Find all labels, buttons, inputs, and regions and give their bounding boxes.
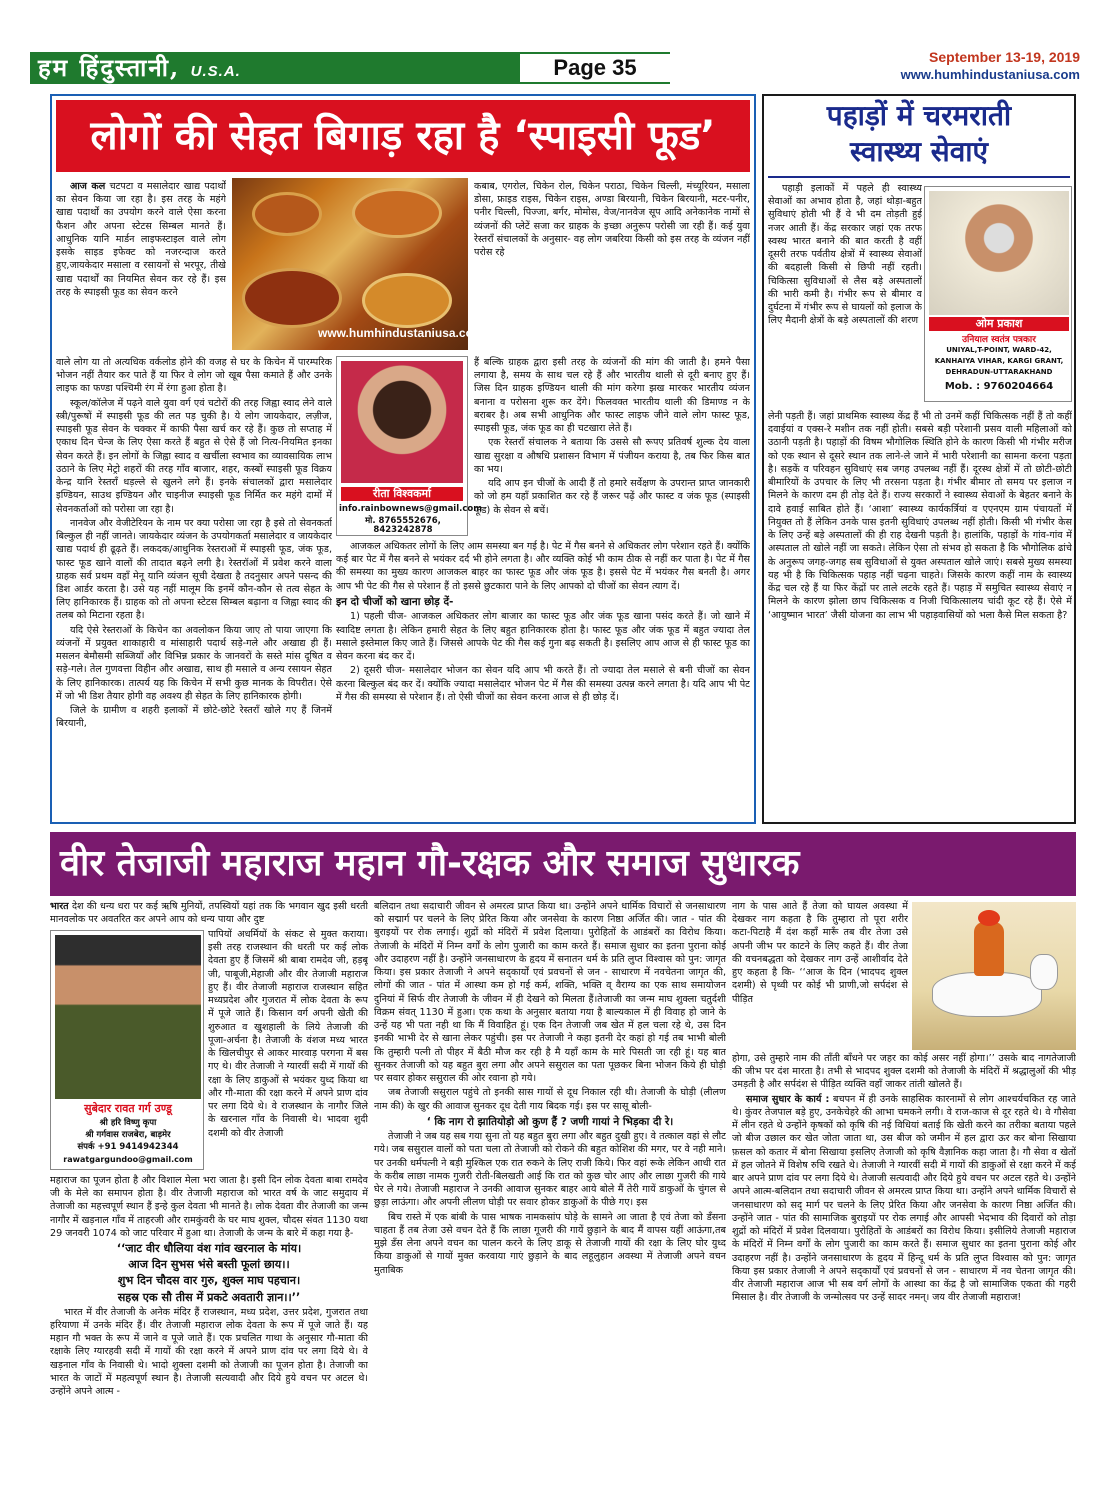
subheading-two-things: इन दो चीजों को खाना छोड़ दें-: [336, 595, 454, 608]
author-address1-om: UNIYAL,T-POINT, WARD-42,: [946, 346, 1052, 354]
quote-mother-in-law: ‘ कि नाग रो झातियोड़ो ओ कुण हैं ? जणी गायां ने भिड़का दी रे।: [426, 1115, 674, 1128]
horse-head: [1030, 954, 1058, 990]
author-mobile-om: Mob. : 9760204664: [944, 381, 1054, 392]
author-photo-om: [929, 191, 1069, 315]
article1-col1-bottom: वाले लोग या तो अत्यधिक वर्कलोड होने की वजह से घर के किचेन में पारम्परिक भोजन नहीं तैयार कर पाते हैं या फिर वे लोग जो खूब पैसा कमाते हैं और उनके लाइफ का फण्डा पश्चिमी रंग में रंगा हुआ होता है। स्कूल/कॉलेज में पढ़ने वाले युवा वर्ग एवं चटोरों की तरह जिह्वा स्वाद लेने वाले स्त्री/पुरूषों में स्पाइसी फूड की लत पड़ चुकी है। ये लोग जायकेदार, लज़ीज, स्पाइसी फूड सेवन के चक्कर में काफी पैसा खर्च कर रहे हैं। कुछ तो सप्ताह में एकाध दिन चेन्ज के लिए ऐसा करते हैं बहुत से ऐसे हैं जो नित्य-नियमित इनका सेवन करते हैं। इन लोगों के जिह्वा स्वाद व खर्चीला स्वभाव का व्यावसायिक लाभ उठाने के लिए मेट्रो शहरों की तरह गाँव बाजार, शहर, कस्बों स्पाइसी फूड विक्रय केन्द्र यानि रेस्तरॉं धड़ल्ले से खुलने लगे हैं। इनके संचालकों द्वारा मसालेदार इण्डियन, साउथ इण्डियन और चाइनीज स्पाइसी फूड निर्मित कर महंगे दामों में सेवनकर्ताओं को परोसा जा रहा है। नानवेज और वेजीटेरियन के नाम पर क्या परोसा जा रहा है इसे तो सेवनकर्ता बिल्कुल ही नहीं जानते। जायकेदार व्यंजन के उपयोगकर्ता मसालेदार व जायकेदार खाद्य पदार्थ ही ढूढ़ते हैं। लकदक/आधुनिक रेस्तराओं में स्पाइसी फूड, जंक फूड, फास्ट फूड खाने वालों की तादात बढ़ने लगी है। रेस्तरॉओं में प्रवेश करने वाला ग्राहक सर्व प्रथम वहाँ मेनू यानि व्यंजन सूची देखता है तदनुसार अपने पसन्द की डिश आर्डर करता है। उसे यह नहीं मालूम कि इनमें कौन-कौन से तत्व सेहत के लिए हानिकारक हैं। ग्राहक को तो अपना स्टेटस सिम्बल बढ़ाना व जिह्वा स्वाद की तलब को मिटाना रहता है। यदि ऐसे रेस्तराओं के किचेन का अवलोकन किया जाए तो पाया जाएगा कि व्यंजनों में प्रयुक्त शाकाहारी व मांसाहारी पदार्थ सड़े-गले और अखाद्य ही हैं। मसलन बेमौसमी सब्जियाँ और विभिन्न प्रकार के जानवरों के सस्ते मांस दूषित व सड़े-गले। तेल गुणवत्ता विहीन और अखाद्य, साथ ही मसाले व अन्य रसायन सेहत के लिए हानिकारक। तात्पर्य यह कि किचेन में सभी कुछ मानक के विपरीत। ऐसे में जो भी डिश तैयार होगी वह अवश्य ही सेहत के लिए हानिकारक होगी। जिले के ग्रामीण व शहरी इलाकों में छोटे-छोटे रेस्तरॉं खोले गए हैं जिनमें बिरयानी,: [56, 357, 332, 730]
masthead: [30, 49, 1080, 92]
author-line1-rawat: श्री हरि विष्णु कृपा: [99, 1118, 157, 1128]
article3-col1-side: पापियों अधर्मियों के संकट से मुक्त कराया। इसी तरह राजस्थान की धरती पर कई लोक देवता हुए हैं जिसमें श्री बाबा रामदेव जी, हड़बू जी, पाबूजी,मेहाजी और वीर तेजाजी महाराज हुए हैं। वीर तेजाजी महाराज राजस्थान सहित मध्यप्रदेश और गुजरात में लोक देवता के रूप में पूजे जाते हैं। किसान वर्ग अपनी खेती की शुरुआत व खुशहाली के लिये तेजाजी की पूजा-अर्चना है। तेजाजी के वंशज मध्य भारत के खिलचीपुर से आकर मारवाड़ परगना में बस गए थे। वीर तेजाजी ने ग्यारवीं सदी में गायों की रक्षा के लिए डाकुओं से भयंकर युध्द किया था और गौ-माता की रक्षा करने में अपने प्राण दांव पर लगा दिये थे। वे राजस्थान के नागौर जिले के खरनाल गाँव के निवासी थे। भादवा शुदी दशमी को वीर तेजाजी: [208, 929, 368, 1139]
food-bowl-2: [352, 188, 442, 238]
author-box-rita: [336, 356, 483, 536]
author-address3-om: DEHRADUN-UTTARAKHAND: [945, 368, 1053, 376]
author-contact-rawat: संपर्क +91 9414942344: [77, 1142, 179, 1152]
author-line2-rawat: श्री गर्गवास राजबेरा, बाड़मेर: [85, 1130, 171, 1140]
author-name-rawat: सुबेदार रावत गर्ग उण्डू: [84, 1102, 172, 1115]
rider-turban: [978, 910, 1000, 926]
masthead-title: हम हिंदुस्तानी, U.S.A.: [38, 53, 241, 82]
doha-line-4: सहस्र एक सौ तीस में प्रकटे अवतारी ज्ञान।।’’: [117, 1290, 301, 1304]
author-box-rawat: [50, 930, 204, 1170]
article1-col2-top: कबाब, एगरोल, चिकेन रोल, चिकेन पराठा, चिकेन चिल्ली, मंच्यूरियन, मसाला डोसा, फ्राइड राइस, चिकेन राइस, अण्डा बिरयानी, चिकेन बिरयानी, मटर-पनीर, पनीर चिल्ली, पिज्जा, बर्गर, मोमोस, वेज/नानवेज सूप आदि अनेकानेक नामों से व्यंजनों की प्लेटें सजा कर ग्राहक के इच्छा अनुरूप परोसी जा रही हैं। कई युवा रेस्तरॉं संचालकों के अनुसार- वह लोग जबरिया किसी को इस तरह के व्यंजन नहीं परोस रहे: [474, 181, 750, 259]
headline-mountain-health: पहाड़ों में चरमराती स्वास्थ्य सेवाएं: [826, 99, 1012, 168]
headline-underline: [768, 176, 1070, 178]
doha-line-3: शुभ दिन चौदस वार गुरु, शुक्ल माघ पहचान।: [117, 1274, 301, 1288]
article1-col1-top: आज कल चटपटा व मसालेदार खाद्य पदार्थों का सेवन किया जा रहा है। इस तरह के महंगे खाद्य पदार्थों का उपयोग करने वाले ऐसा करना फैशन और अपना स्टेटस सिम्बल मानते हैं।आधुनिक यानि मार्डन लाइफस्टाइल वाले लोग इसके साइड इफेक्ट को नजरन्दाज करते हुए,जायकेदार मसाला व रसायनों से भरपूर, तीखे खाद्य पदार्थों का नियमित सेवन कर रहे हैं। इस तरह के स्पाइसी फूड का सेवन करने: [56, 181, 226, 298]
page-number: Page 35: [520, 54, 670, 82]
author-name-om: ओम प्रकाश: [929, 317, 1069, 331]
food-bowl-1: [252, 192, 322, 236]
author-photo-rawat: [55, 935, 201, 1099]
author-email-rawat: rawatgargundoo@gmail.com: [63, 1155, 193, 1164]
author-address2-om: KANHAIYA VIHAR, KARGI GRANT,: [934, 357, 1064, 365]
website: www.humhindustaniusa.com: [900, 67, 1080, 82]
headline-tejaji: वीर तेजाजी महाराज महान गौ-रक्षक और समाज सुधारक: [50, 832, 1076, 896]
article1-col2-mid: हैं बल्कि ग्राहक द्वारा इसी तरह के व्यंजनों की मांग की जाती है। हमने पैसा लगाया है, समय के साथ चल रहे हैं और भारतीय थाली से दूरी बनाए हुए हैं। जिस दिन ग्राहक इण्डियन थाली की मांग करेगा झख मारकर भारतीय व्यंजन बनाना व परोसना शुरू कर देंगे। फिलवक्त भारतीय थाली की डिमाण्ड न के बराबर है। अब सभी आधुनिक और फास्ट लाइफ जीने वाले लोग फास्ट फूड, स्पाइसी फूड, जंक फूड का ही चटखारा लेते हैं। एक रेस्तराँ संचालक ने बताया कि उससे सौ रूपए प्रतिवर्ष शुल्क देय वाला खाद्य सुरक्षा व औषधि प्रशासन विभाग में पंजीयन कराया है, तब फिर किस बात का भय। यदि आप इन चीजों के आदी हैं तो हमारे सर्वेक्षण के उपरान्त प्राप्त जानकारी को जो हम यहाँ प्रकाशित कर रहे हैं जरूर पढ़ें और फास्ट व जंक फूड (स्पाइसी फूड) के सेवन से बचें।: [474, 357, 750, 516]
headline-spicy-food: लोगों की सेहत बिगाड़ रहा है ‘स्पाइसी फूड’: [56, 100, 750, 172]
horse-body: [932, 972, 1042, 1017]
food-bowl-4: [362, 273, 452, 328]
article2-body: लेनी पड़ती हैं। जहां प्राथमिक स्वास्थ्य केंद्र हैं भी तो उनमें कहीं चिकित्सक नहीं हैं तो कहीं दवाईयां व एक्स-रे मशीन तक नहीं होती। सबसे बड़ी परेशानी प्रसव वाली महिलाओं को उठानी पड़ती है। पहाड़ों की विषम भौगोलिक स्थिति होने के कारण किसी भी गंभीर मरीज को एक स्थान से दूसरे स्थान तक लाने-ले जाने में भारी परेशानी का सामना करना पड़ता है। सड़कें व परिवहन सुविधाएं सब जगह उपलब्ध नहीं हैं। दूरस्थ क्षेत्रों में तो छोटी-छोटी बीमारियों के उपचार के लिए भी तरसना पड़ता है। गंभीर बीमार तो समय पर इलाज न मिलने के कारण दम ही तोड़ देते हैं। राज्य सरकारों ने स्वास्थ्य सेवाओं के बेहतर बनाने के दावे हवाई साबित होते हैं। ‘आशा’ स्वास्थ्य कार्यकर्त्रियां व एएनएम ग्राम पंचायतों में नियुक्त तो हैं लेकिन उनके पास इतनी सुविधाएं उपलब्ध नहीं होती। किसी भी गंभीर केस के लिए उन्हें बड़े अस्पतालों की ही राह देखनी पड़ती है। हालांकि, पहाड़ों के गांव-गांव में अस्पताल तो खोले नहीं जा सकते। लेकिन ऐसा तो संभव हो सकता है कि भौगोलिक ढांचे के अनुरूप जगह-जगह सब सुविधाओं से युक्त अस्पताल खोले जाएं। सबसे मुख्य समस्या यह भी है कि चिकित्सक पहाड़ नहीं चढ़ना चाहते। जिसके कारण कहीं नाम के स्वास्थ्य केंद्र चल रहे हैं या फिर केंद्रों पर ताले लटके रहते हैं। पहाड़ में समुचित स्वास्थ्य सेवाएं न मिलने के कारण झोला छाप चिकित्सक व निजी चिकित्सालय चांदी कूट रहे हैं। ऐसे में ‘आयुष्मान भारत’ जैसी योजना का लाभ भी पहाड़वासियों को भला कैसे मिल सकता है?: [768, 411, 1072, 621]
author-photo-rita: [341, 361, 463, 483]
rider: [974, 922, 1004, 976]
watermark-url: www.humhindustaniusa.com: [318, 326, 484, 340]
food-bowl-3: [242, 268, 342, 328]
issue-date: September 13-19, 2019: [929, 49, 1080, 65]
author-phone-rita: मो. 8765552676,: [365, 516, 441, 526]
article3-col2: बलिदान तथा सदाचारी जीवन से अमरत्व प्राप्त किया था। उन्होंने अपने धार्मिक विचारों से जनसाधारण को सद्मार्ग पर चलने के लिए प्रेरित किया और जनसेवा के कारण निष्ठा अर्जित की। जात - पांत की बुराइयों पर रोक लगाई। शुद्रों को मंदिरों में प्रवेश दिलाया। पुरोहितों के आडंबरों का विरोध किया। तेजाजी के मंदिरों में निम्न वर्गों के लोग पुजारी का काम करते हैं। समाज सुधार का इतना पुराना कोई और उदाहरण नहीं है। उन्होंने जनसाधारण के हृदय में सनातन धर्म के प्रति लुप्त विश्वास को पुन: जागृत किया। इस प्रकार तेजाजी ने अपने सद्‌कार्यों एवं प्रवचनों से जन - साधारण में नवचेतना जागृत की, लोगों की जात - पांत में आस्था कम हो गई कर्म, शक्ति, भक्ति व् वैराग्य का एक साथ समायोजन दुनियां में सिर्फ वीर तेजाजी के जीवन में ही देखने को मिलता हैं।तेजाजी का जन्म माघ शुक्ला चतुर्दशी विक्रम संवत् 1130 में हुआ। एक कथा के अनुसार बताया गया है बाल्यकाल में ही विवाह हो जाने के उन्हें यह भी पता नही था कि मैं विवाहित हूं। एक दिन तेजाजी जब खेत में हल चला रहे थे, उस दिन इनकी भाभी देर से खाना लेकर पहुंची। इस पर तेजाजी ने कहा इतनी देर कहां हो गई तब भाभी बोली कि तुम्हारी पत्नी तो पीहर में बैठी मौज कर रही है मै यहाँ काम के मारे पिसती जा रही हूं। यह बात सुनकर तेजाजी को यह बहुत बुरा लगा और अपने ससुराल का पता पूछकर बिना भोजन किये ही घोड़ी पर सवार होकर ससुराल की ओर रवाना हो गये। जब तेजाजी ससुराल पहुंचे तो इनकी सास गायों से दूध निकाल रही थी। तेजाजी के घोड़ी (लीलण नाम की) के खुर की आवाज सुनकर दूध देती गाय बिदक गई। इस पर सासू बोली- ‘ कि नाग रो झातियोड़ो ओ कुण हैं ? जणी गायां ने भिड़का दी रे। तेजाजी ने जब यह सब गया सुना तो यह बहुत बुरा लगा और बहुत दुखी हुए। वे तत्काल वहां से लौट गये। जब ससुराल वालों को पता चला तो तेजाजी को रोकने की बहुत कोशिश की मगर, पर वे नही माने। पर उनकी धर्मपत्नी ने बड़ी मुश्किल एक रात रुकने के लिए राजी किये। फिर वहां रूके लेकिन आधी रात के करीब लाछा नामक गुजरी रोती-बिलखती आई कि रात को कुछ चोर आए और लाछा गुजरी की गाये घेर ले गये। तेजाजी महाराज ने उनकी आवाज सुनकर बाहर आये बोले मैं तेरी गायें डाकुओं के चुंगल से छुड़ा लाऊंगा। और अपनी लीलण घोड़ी पर सवार होकर डाकुओं के पीछे गए। इस बिच रास्ते में एक बांबी के पास भाषक नामकसांप घोड़े के सामने आ जाता है एवं तेजा को डँसना चाहता हैं तब तेजा उसे वचन देते हैं कि लाछा गूजरी की गायें छुड़ाने के बाद मैं वापस यहीं आऊंगा,तब मुझे डँस लेना अपने वचन का पालन करने के लिए डाकू से तेजाजी गायों की रक्षा के लिए घोर युध्द किया डाकुओं से गायों मुक्त करवाया गाएं छुड़ाने के बाद लहूलुहान अवस्था में तेजाजी अपने वचन मुताबिक: [374, 901, 726, 1276]
article3-intro: भारत देश की धन्य धरा पर कई ऋषि मुनियों, तपस्वियों यहां तक कि भगवान खुद इसी धरती मानवलोक पर अवतरित कर अपने आप को धन्य पाया और दुष्ट: [50, 901, 368, 926]
tejaji-painting: [912, 902, 1076, 1050]
article3-col3-top: नाग के पास आते हैं तेजा को घायल अवस्था में देखकर नाग कहता है कि तुम्हारा तो पूरा शरीर कटा-पिटाहै मैं दंश कहाँ मारूँ तब वीर तेजा उसे अपनी जीभ पर काटने के लिए कहते हैं। वीर तेजा की वचनबद्धता को देखकर नाग उन्हें आशीर्वाद देते हुए कहता है कि- ‘‘आज के दिन (भादपद शुक्ल दशमी) से पृथ्वी पर कोई भी प्राणी,जो सर्पदंश से पीड़ित: [732, 901, 908, 1005]
masthead-country: U.S.A.: [190, 63, 241, 80]
author-name-rita: रीता विश्वकर्मा: [341, 487, 463, 501]
author-phone2-rita: 8423242878: [373, 525, 433, 535]
author-box-om: [924, 186, 1072, 402]
food-photo: [232, 178, 468, 350]
doha-line-1: ‘‘जाट वीर धौलिया वंश गांव खरनाल के मांय।: [116, 1242, 302, 1256]
article3-col1-para: महाराज का पूजन होता है और विशाल मेला भरा जाता है। इसी दिन लोक देवता बाबा रामदेव जी के मेले का समापन होता है। वीर तेजाजी महाराज को भारत वर्ष के जाट समुदाय में तेजाजी का महत्त्वपूर्ण स्थान हैं इन्हे कुल देवता भी मानते है। लोक देवता वीर तेजाजी का जन्म नागौर में खड़नाल गाँव में ताहरजी और रामकुंवरी के घर माघ शुक्ल, चौदस संवत 1130 यथा 29 जनवरी 1074 को जाट परिवार में हुआ था। तेजाजी के जन्म के बारे में कहा गया है- ‘‘जाट वीर धौलिया वंश गांव खरनाल के मांय। आज दिन सुभस भंसे बस्ती फूलां छाय।। शुभ दिन चौदस वार गुरु, शुक्ल माघ पहचान। सहस्र एक सौ तीस में प्रकटे अवतारी ज्ञान।।’’ भारत में वीर तेजाजी के अनेक मंदिर हैं राजस्थान, मध्य प्रदेश, उत्तर प्रदेश, गुजरात तथा हरियाणा में उनके मंदिर हैं। वीर तेजाजी महाराज लोक देवता के रूप में पूजे जाते हैं। यह महान गौ भक्त के रूप में जाने व पूजे जाते हैं। एक प्रचलित गाथा के अनुसार गौ-माता की रक्षाके लिए ग्यारहवी सदी में गायों की रक्षा करने में अपने प्राण दांव पर लगा दिये थे। वे खड़नाल गाँव के निवासी थे। भादो शुक्ला दशमी को तेजाजी का पूजन होता है। तेजाजी का भारत के जाटों में महत्वपूर्ण स्थान है। तेजाजी सत्यवादी और दिये हुये वचन पर अटल थे। उन्होंने अपने आत्म -: [50, 1175, 368, 1398]
article3-col3-full: होगा, उसे तुम्हारे नाम की ताँती बाँधने पर जहर का कोई असर नहीं होगा।’’ उसके बाद नागतेजाजी की जीभ पर दंश मारता है। तभी से भादपद शुक्ल दशमी को तेजाजी के मंदिरों में श्रद्धालुओं की भीड़ उमड़ती है और सर्पदंश से पीड़ित व्यक्ति वहाँ जाकर तांती खोलते हैं। समाज सुधार के कार्य : बचपन में ही उनके साहसिक कारनामों से लोग आश्चर्यचकित रह जाते थे। कुंवर तेजपाल बड़े हुए, उनकेचेहरे की आभा चमकने लगी। वे राज-काज से दूर रहते थे। वे गौसेवा में लीन रहते थे उन्होंने कृषकों को कृषि की नई विधियां बताई कि खेती करने का तरीका बताया पहले जो बीज उछाल कर खेत जोता जाता था, उस बीज को जमीन में हल द्वारा ऊर कर बोना सिखाया फ़सल को कतार में बोना सिखाया इसलिए तेजाजी को कृषि वैज्ञानिक कहा जाता है। गौ सेवा व खेतों में हल जोतने में विशेष रुचि रखते थे। तेजाजी ने ग्यारवीं सदी में गायों की डाकुओं से रक्षा करने में कई बार अपने प्राण दांव पर लगा दिये थे। तेजाजी सत्यवादी और दिये हुये वचन पर अटल रहते थे। उन्होंने अपने आत्म-बलिदान तथा सदाचारी जीवन से अमरत्व प्राप्त किया था। उन्होंने अपने धार्मिक विचारों से जनसाधारण को सद् मार्ग पर चलने के लिए प्रेरित किया और जनसेवा के कारण निष्ठा अर्जित की। उन्होंने जात - पांत की सामाजिक बुराइयों पर रोक लगाई और आपसी भेदभाव की दिवारों को तोड़ा शुद्रों को मंदिरों में प्रवेश दिलवाया। पुरोहितों के आडंबरों का विरोध किया। इसीलिये तेजाजी महाराज के मंदिरों में निम्न वर्गों के लोग पुजारी का काम करते हैं। समाज सुधार का इतना पुराना कोई और उदाहरण नहीं है। उन्होंने जनसाधारण के हृदय में हिन्दू धर्म के प्रति लुप्त विश्वास को पुन: जागृत किया इस प्रकार तेजाजी ने अपने सद्‌कार्यों एवं प्रवचनों से जन - साधारण में नव चेतना जागृत की। वीर तेजाजी महाराज आज भी सब वर्ग लोगों के आस्था का केंद्र है जो सामाजिक एकता की गहरी मिसाल है। वीर तेजाजी के जन्मोत्सव पर उन्हें सादर नमन्। जय वीर तेजाजी महाराज!: [732, 1053, 1076, 1304]
article1-col2-bottom: आजकल अधिकतर लोगों के लिए आम समस्या बन गई है। पेट में गैस बनने से अधिकतर लोग परेशान रहते हैं। क्योंकि कई बार पेट में गैस बनने से भयंकर दर्द भी होने लगता है। और व्यक्ति कोई भी काम ठीक से नहीं कर पाता है। पेट में गैस की समस्या का मुख्य कारण आजकल बाहर का फास्ट फूड और जंक फूड है। इससे पेट में भयंकर गैस बनती है। अगर आप भी पेट की गैस से परेशान हैं तो इससे छुटकारा पाने के लिए आपको दो चीजों का सेवन त्याग दें। इन दो चीजों को खाना छोड़ दें- 1) पहली चीज- आजकल अधिकतर लोग बाजार का फास्ट फूड और जंक फूड खाना पसंद करते हैं। जो खाने में स्वादिष्ट लगता है। लेकिन हमारी सेहत के लिए बहुत हानिकारक होता है। फास्ट फूड और जंक फूड में बहुत ज्यादा तेल मसाले इस्तेमाल किए जाते हैं। जिससे आपके पेट की गैस कई गुना बढ़ सकती है। इसलिए आप आज से ही फास्ट फूड का सेवन करना बंद कर दें। 2) दूसरी चीज- मसालेदार भोजन का सेवन यदि आप भी करते हैं। तो ज्यादा तेल मसाले से बनी चीजों का सेवन करना बिल्कुल बंद कर दें। क्योंकि ज्यादा मसालेदार भोजन पेट में गैस की समस्या उत्पन्न करने लगता है। यदि आप भी पेट में गैस की समस्या से परेशान हैं। तो ऐसी चीजों का सेवन करना आज से ही छोड़ दें।: [336, 541, 750, 703]
doha-line-2: आज दिन सुभस भंसे बस्ती फूलां छाय।।: [128, 1258, 290, 1272]
subheading-social-reform: समाज सुधार के कार्य :: [746, 1093, 830, 1105]
author-designation-om: उनियाल स्वतंत्र पत्रकार: [962, 335, 1036, 345]
article2-intro: पहाड़ी इलाकों में पहले ही स्वास्थ्य सेवाओं का अभाव होता है, जहां थोड़ा-बहुत सुविधाएं होती भी हैं वे भी दम तोड़ती हुई नजर आती हैं। केंद्र सरकार जहां एक तरफ स्वस्थ भारत बनाने की बात करती है वहीं दूसरी तरफ पर्वतीय क्षेत्रों में स्वास्थ्य सेवाओं की बदहाली किसी से छिपी नहीं रहती। चिकित्सा सुविधाओं से लैस बड़े अस्पतालों की भारी कमी है। गंभीर रूप से बीमार व दुर्घटना में गंभीर रूप से घायलों को इलाज के लिए मैदानी क्षेत्रों के बड़े अस्पतालों की शरण: [768, 183, 922, 327]
author-email-rita: info.rainbownews@gmail.com: [339, 504, 483, 514]
